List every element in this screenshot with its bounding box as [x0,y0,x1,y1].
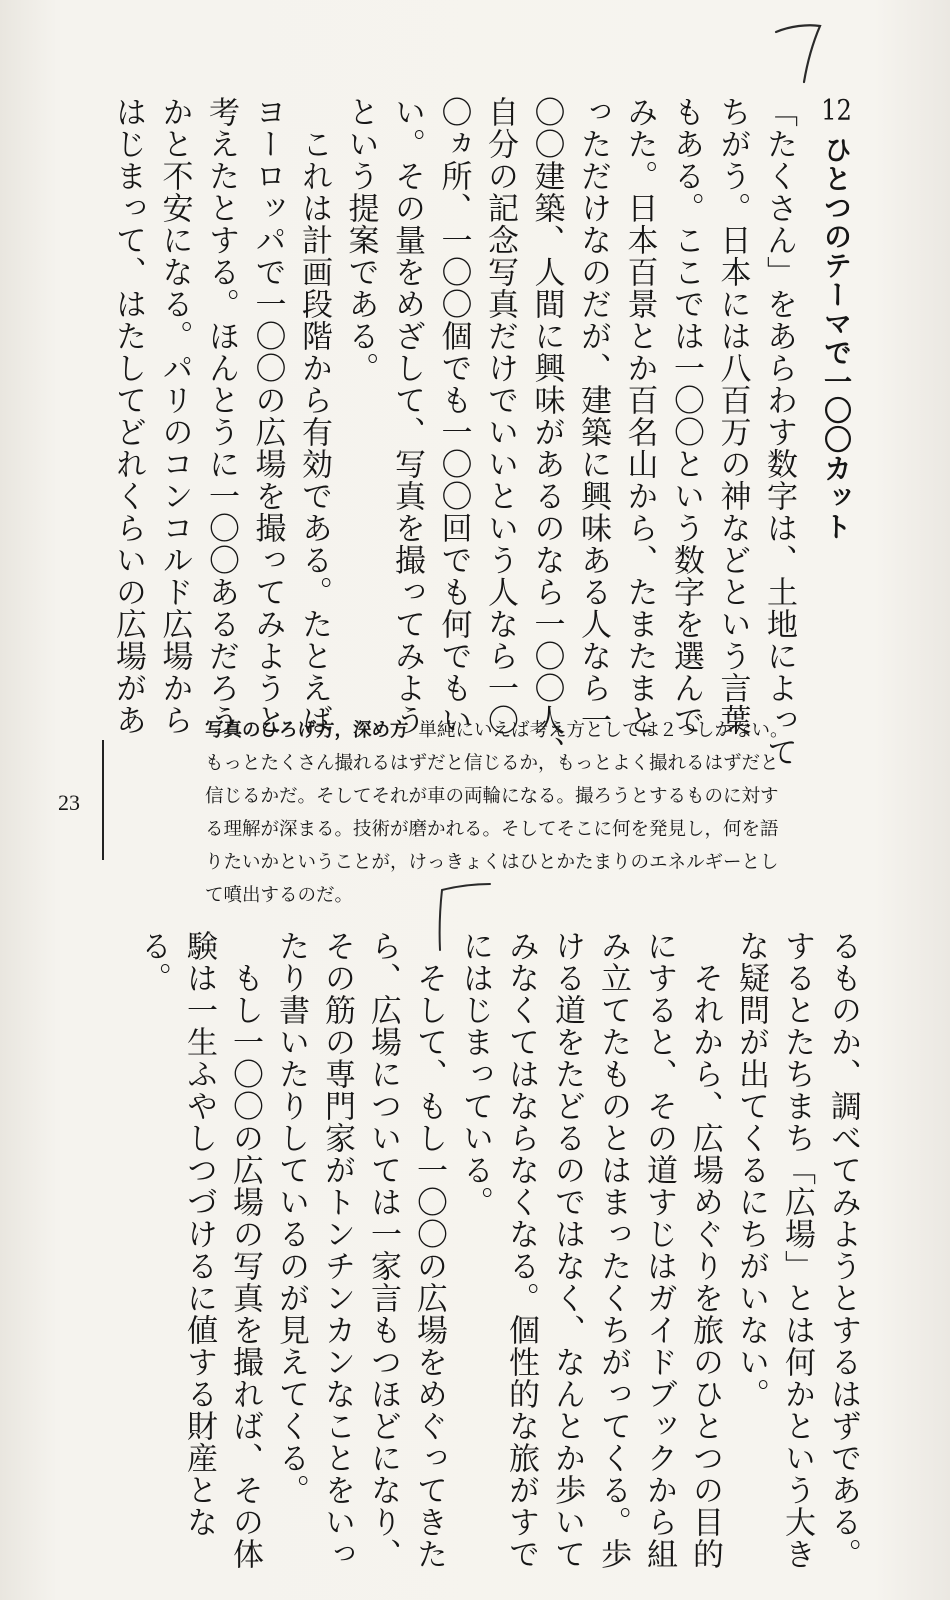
body-bottom-column: たり書いたりしているのが見えてくる。 [273,930,309,1506]
section-title: ひとつのテーマで一〇〇カット [820,134,853,541]
note-title: 写真のひろげ方，深め方 [205,720,409,741]
body-bottom-column: するとたちまち「広場」とは何かという大き [779,930,815,1570]
body-bottom-column: その筋の専門家がトンチンカンなことをいっ [319,930,355,1570]
body-top-column: みた。日本百景とか百名山から、たまたまと [621,96,658,736]
body-bottom-column: 験は一生ふやしつづけるに値する財産とな [181,930,217,1538]
body-bottom-column: な疑問が出てくるにちがいない。 [733,930,769,1410]
body-top-column: 自分の記念写真だけでいいという人なら一〇 [482,96,518,736]
body-top-column: っただけなのだが、建築に興味ある人なら一 [575,96,611,736]
body-top-column: かと不安になる。パリのコンコルド広場から [156,96,193,736]
page-number: 23 [58,790,80,815]
body-bottom-column: みなくてはならなくなる。個性的な旅がすで [503,930,539,1570]
body-top-column: 「たくさん」をあらわす数字は、土地によって [761,96,797,768]
note-line: る理解が深まる。技術が磨かれる。そしてそこに何を発見し，何を語 [205,819,779,840]
body-bottom-column: み立てたものとはまったくちがってくる。歩 [595,930,631,1570]
body-bottom-column: にすると、その道すじはガイドブックから組 [641,930,677,1570]
note-line: 信じるかだ。そしてそれが車の両輪になる。撮ろうとするものに対す [205,786,779,807]
body-bottom-column: る。 [135,930,171,994]
body-bottom-column: ら、広場については一家言もつほどになり、 [365,930,401,1570]
note-line: もっとたくさん撮れるはずだと信じるか，もっとよく撮れるはずだと [205,753,779,774]
body-top-column: ちがう。日本には八百万の神などという言葉 [714,96,751,736]
body-top-column: 〇ヵ所、一〇〇個でも一〇〇回でも何でもい [435,96,472,736]
body-text-bottom [130,930,866,1600]
body-top-column: ヨーロッパで一〇〇の広場を撮ってみようと [249,96,286,736]
note-line: りたいかということが，けっきょくはひとかたまりのエネルギーとし [205,852,779,873]
body-top-column: という提案である。 [342,96,379,384]
body-top-column: もある。ここでは一〇〇という数字を選んで [668,96,704,736]
handwritten-page-mark [770,18,830,88]
body-top-column: 〇〇建築、人間に興味があるのなら一〇〇人、 [528,96,565,768]
page-number-rule [102,740,104,860]
body-top-column: 考えたとする。ほんとうに一〇〇あるだろう [203,96,239,736]
section-number: 12 [821,96,852,124]
body-top-column: い。その量をめざして、写真を撮ってみよう [389,96,425,736]
body-bottom-column: ける道をたどるのではなく、なんとか歩いて [549,930,585,1570]
note-line: て噴出するのだ。 [205,885,354,906]
body-bottom-column: そして、もし一〇〇の広場をめぐってきた [411,930,447,1570]
body-top-column: はじまって、はたしてどれくらいの広場があ [110,96,146,736]
body-bottom-column: もし一〇〇の広場の写真を撮れば、その体 [227,930,263,1570]
note-line: 単純にいえば考え方としては２つしかない。 [418,720,789,741]
body-bottom-column: にはじまっている。 [457,930,493,1218]
body-top-column: これは計画段階から有効である。たとえば [296,96,332,736]
body-bottom-column: それから、広場めぐりを旅のひとつの目的 [687,930,723,1570]
section-heading [816,96,856,696]
body-bottom-column: るものか、調べてみようとするはずである。 [825,930,861,1570]
margin-note [205,714,885,912]
